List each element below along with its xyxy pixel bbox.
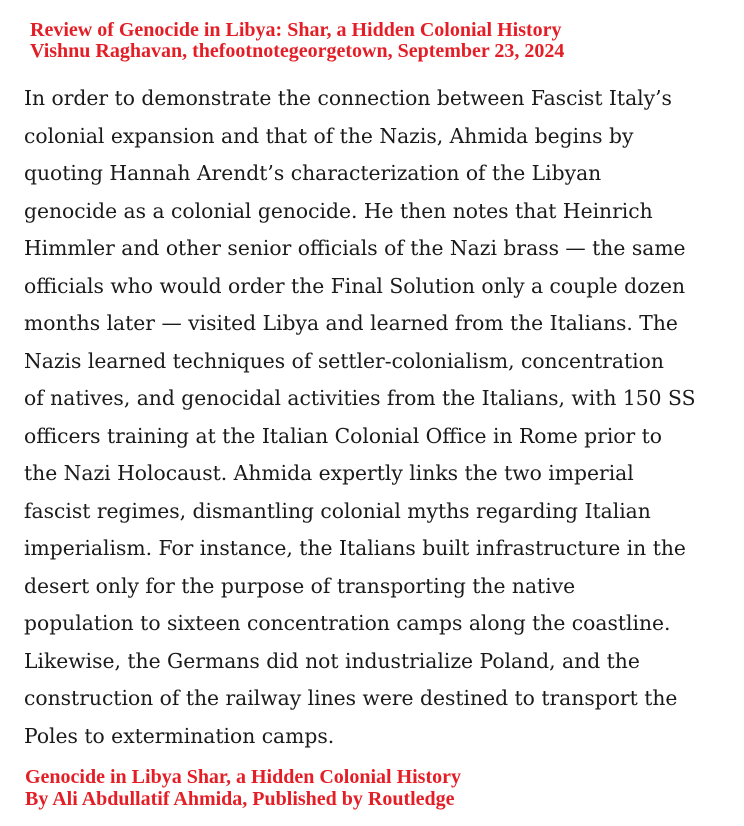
- body-line: colonial expansion and that of the Nazis, Ahmida begins by: [24, 123, 634, 148]
- body-line: months later — visited Libya and learned from the Italians. The: [24, 311, 678, 335]
- body-line: In order to demonstrate the connection between Fascist Italy’s: [24, 86, 672, 110]
- body-line: Poles to extermination camps.: [24, 723, 335, 748]
- review-body-paragraph: [24, 80, 724, 755]
- body-line: quoting Hannah Arendt’s characterization of the Libyan: [24, 161, 602, 185]
- body-line: officers training at the Italian Colonial Office in Rome prior to: [24, 423, 663, 448]
- review-byline: Vishnu Raghavan, thefootnotegeorgetown, September 23, 2024: [30, 40, 565, 62]
- book-title: Genocide in Libya Shar, a Hidden Colonial History: [25, 766, 462, 788]
- body-line: imperialism. For instance, the Italians built infrastructure in the: [24, 536, 686, 560]
- body-line: desert only for the purpose of transporting the native: [24, 573, 576, 598]
- body-line: Nazis learned techniques of settler-colonialism, concentration: [24, 348, 664, 373]
- body-line: of natives, and genocidal activities from the Italians, with 150 SS: [24, 386, 696, 410]
- book-citation: [25, 766, 461, 810]
- review-title: Review of Genocide in Libya: Shar, a Hidden Colonial History: [30, 19, 562, 41]
- body-line: Likewise, the Germans did not industrialize Poland, and the: [24, 648, 640, 673]
- body-line: construction of the railway lines were destined to transport the: [24, 686, 678, 710]
- body-line: officials who would order the Final Solution only a couple dozen: [24, 273, 686, 298]
- review-header: [30, 20, 564, 62]
- body-line: fascist regimes, dismantling colonial myths regarding Italian: [24, 498, 651, 523]
- body-line: the Nazi Holocaust. Ahmida expertly links the two imperial: [24, 461, 634, 485]
- body-line: Himmler and other senior officials of the Nazi brass — the same: [24, 236, 686, 260]
- book-byline: By Ali Abdullatif Ahmida, Published by Routledge: [25, 788, 455, 810]
- body-line: genocide as a colonial genocide. He then notes that Heinrich: [24, 198, 653, 223]
- body-line: population to sixteen concentration camps along the coastline.: [24, 611, 671, 635]
